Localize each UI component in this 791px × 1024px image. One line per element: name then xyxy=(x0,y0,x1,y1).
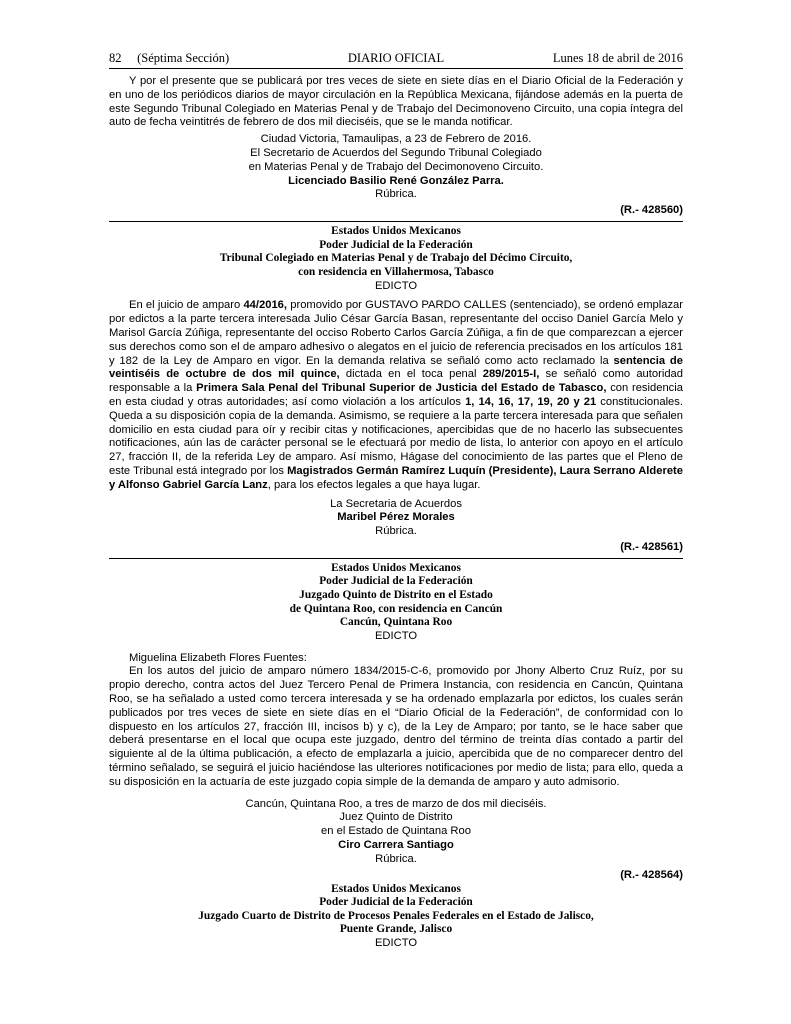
institution-line: Cancún, Quintana Roo xyxy=(339,616,453,629)
reference-number: (R.- 428560) xyxy=(620,204,683,217)
notice-428560 xyxy=(109,75,683,218)
notice-428564 xyxy=(109,562,683,883)
institution-line: Estados Unidos Mexicanos xyxy=(331,225,461,238)
institution-line: Poder Judicial de la Federación xyxy=(319,575,473,588)
gazette-page xyxy=(109,50,683,951)
signer-name: Licenciado Basilio René González Parra. xyxy=(288,174,504,187)
notice-body: Y por el presente que se publicará por tres veces de siete en siete días en el Diario Oficial de la Federación y en uno de los periódicos diarios de mayor circulación en la República Mexicana, fijándose además en la puerta de este Segundo Tribunal Colegiado en Materias Penal y de Trabajo del Decimonoveno Circuito, una copia íntegra del auto de fecha veintitrés de febrero de dos mil dieciséis, que se le manda notificar. xyxy=(109,75,683,129)
notice-jalisco xyxy=(109,883,683,951)
institution-line: con residencia en Villahermosa, Tabasco xyxy=(298,265,494,278)
publication-date: Lunes 18 de abril de 2016 xyxy=(552,51,683,65)
signature-line: Juez Quinto de Distrito xyxy=(339,811,453,824)
institution-line: Estados Unidos Mexicanos xyxy=(331,561,461,574)
signature-line: en Materias Penal y de Trabajo del Decimonoveno Circuito. xyxy=(248,160,544,173)
addressee: Miguelina Elizabeth Flores Fuentes: xyxy=(129,651,307,664)
divider xyxy=(109,221,683,222)
institution-line: Estados Unidos Mexicanos xyxy=(331,882,461,895)
signature-line: en el Estado de Quintana Roo xyxy=(321,825,471,838)
institution-line: Poder Judicial de la Federación xyxy=(319,238,473,251)
edicto-heading: EDICTO xyxy=(374,279,418,292)
rubrica: Rúbrica. xyxy=(375,525,417,538)
notice-body: En el juicio de amparo 44/2016, promovido por GUSTAVO PARDO CALLES (sentenciado), se ordenó emplazar por edictos a la parte tercera interesada Julio César García Basan, representante del occiso Daniel García Melo y Marisol García Zúñiga, representante del occiso Roberto Carlos García Zúñiga, a fin de que comparezcan a ejercer sus derechos como son el de amparo adhesivo o alegatos en el juicio de referencia precisados en los artículos 181 y 182 de la Ley de Amparo en vigor. En la demanda relativa se señaló como acto reclamado la sentencia de veintiséis de octubre de dos mil quince, dictada en el toca penal 289/2015-I, se señaló como autoridad responsable a la Primera Sala Penal del Tribunal Superior de Justicia del Estado de Tabasco, con residencia en esta ciudad y otras autoridades; así como violación a los artículos 1, 14, 16, 17, 19, 20 y 21 constitucionales. Queda a su disposición copia de la demanda. Asimismo, se requiere a la parte tercera interesada para que señalen domicilio en esta ciudad para oír y recibir citas y notificaciones, apercibidas que de no hacerlo las subsecuentes notificaciones, aún las de carácter personal se le efectuará por medio de lista, lo anterior con apoyo en el artículo 27, fracción II, de la referida Ley de amparo. Así mismo, Hágase del conocimiento de las partes que el Pleno de este Tribunal está integrado por los Magistrados Germán Ramírez Luquín (Presidente), Laura Serrano Alderete y Alfonso Gabriel García Lanz, para los efectos legales a que haya lugar. xyxy=(109,299,683,491)
signature-line: Ciudad Victoria, Tamaulipas, a 23 de Febrero de 2016. xyxy=(260,133,532,146)
institution-line: Juzgado Cuarto de Distrito de Procesos Penales Federales en el Estado de Jalisco, xyxy=(198,909,594,922)
divider xyxy=(109,558,683,559)
page-number-section: 82 (Séptima Sección) xyxy=(109,51,230,65)
institution-line: Tribunal Colegiado en Materias Penal y de Trabajo del Décimo Circuito, xyxy=(219,252,573,265)
edicto-heading: EDICTO xyxy=(374,936,418,949)
edicto-heading: EDICTO xyxy=(374,629,418,642)
page-header xyxy=(109,50,683,69)
rubrica: Rúbrica. xyxy=(375,188,417,201)
institution-line: Puente Grande, Jalisco xyxy=(339,923,453,936)
signer-name: Maribel Pérez Morales xyxy=(337,511,455,524)
institution-line: de Quintana Roo, con residencia en Cancún xyxy=(289,602,503,615)
signature-line: Cancún, Quintana Roo, a tres de marzo de dos mil dieciséis. xyxy=(245,797,547,810)
signer-name: Ciro Carrera Santiago xyxy=(338,839,454,852)
institution-line: Poder Judicial de la Federación xyxy=(319,896,473,909)
reference-number: (R.- 428561) xyxy=(620,540,683,553)
notice-428561 xyxy=(109,225,683,555)
reference-number: (R.- 428564) xyxy=(620,868,683,881)
publication-title: DIARIO OFICIAL xyxy=(347,51,445,65)
notice-body: En los autos del juicio de amparo número 1834/2015-C-6, promovido por Jhony Alberto Cruz Ruíz, por su propio derecho, contra actos del Juez Tercero Penal de Primera Instancia, con residencia en Cancún, Quintana Roo, se ha señalado a usted como tercera interesada y se ha ordenado emplazarla por edictos, los cuales serán publicados por tres veces de siete en siete días en el “Diario Oficial de la Federación”, de conformidad con lo dispuesto en los artículos 27, fracción III, incisos b) y c), de la Ley de Amparo; por tanto, se le hace saber que deberá presentarse en el local que ocupa este juzgado, dentro del término de treinta días contado a partir del siguiente al de la última publicación, a efecto de emplazarla a juicio, apercibida que de no comparecer dentro del término señalado, se seguirá el juicio haciéndose las ulteriores notificaciones por medio de lista; para ello, queda a su disposición en la actuaría de este juzgado copia simple de la demanda de amparo y auto admisorio. xyxy=(109,665,683,788)
rubrica: Rúbrica. xyxy=(375,852,417,865)
signature-line: El Secretario de Acuerdos del Segundo Tribunal Colegiado xyxy=(250,146,542,159)
signature-line: La Secretaria de Acuerdos xyxy=(330,497,462,510)
institution-line: Juzgado Quinto de Distrito en el Estado xyxy=(299,589,493,602)
